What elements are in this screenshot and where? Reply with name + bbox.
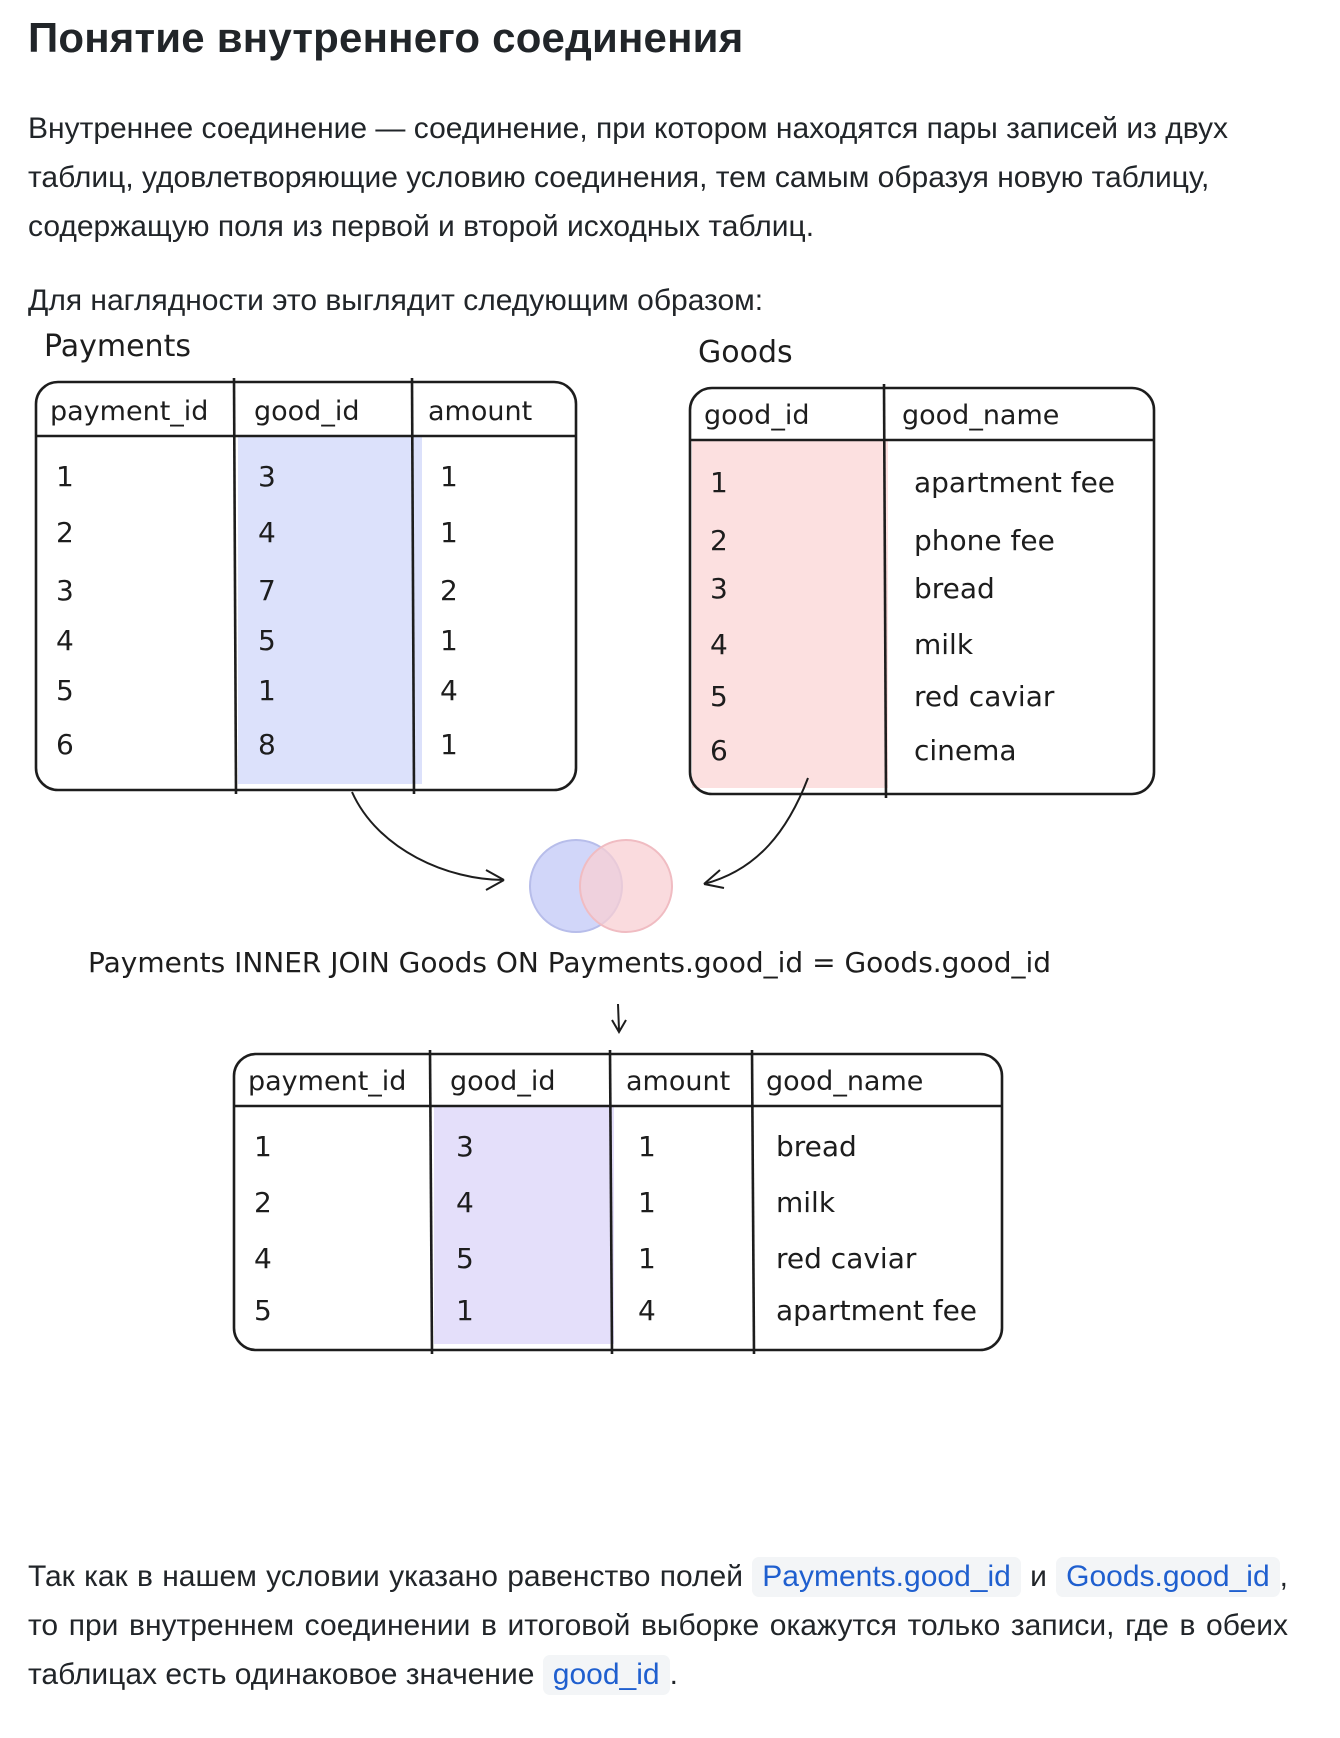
result-header-good-id: good_id xyxy=(450,1066,556,1097)
result-cell: 1 xyxy=(254,1130,272,1163)
result-column-divider xyxy=(752,1050,754,1354)
payments-cell: 4 xyxy=(56,624,74,657)
goods-cell: apartment fee xyxy=(914,466,1116,499)
payments-cell: 3 xyxy=(258,460,276,493)
result-cell: milk xyxy=(776,1186,836,1219)
goods-cell: 1 xyxy=(710,466,728,499)
result-cell: 3 xyxy=(456,1130,474,1163)
outro-text-4: . xyxy=(669,1658,678,1691)
result-cell: bread xyxy=(776,1130,857,1163)
result-cell: 2 xyxy=(254,1186,272,1219)
result-cell: 1 xyxy=(456,1294,474,1327)
payments-cell: 2 xyxy=(56,516,74,549)
result-cell: 4 xyxy=(254,1242,272,1275)
code-good-id: good_id xyxy=(543,1655,670,1695)
result-table xyxy=(234,1050,1002,1354)
outro-text-3: , то при внутреннем соединении в итоговой выборке окажутся только записи, где в обеих таблицах есть одинаковое значение xyxy=(28,1560,1288,1691)
venn-right-circle xyxy=(580,840,672,932)
payments-table xyxy=(36,378,576,794)
code-payments-good-id: Payments.good_id xyxy=(752,1557,1021,1597)
goods-cell: cinema xyxy=(914,734,1017,767)
goods-table-label: Goods xyxy=(698,335,793,370)
payments-cell: 1 xyxy=(440,516,458,549)
outro-paragraph xyxy=(28,1552,1288,1699)
result-cell: 1 xyxy=(638,1186,656,1219)
result-cell: red caviar xyxy=(776,1242,917,1275)
goods-cell: 2 xyxy=(710,524,728,557)
payments-cell: 1 xyxy=(258,674,276,707)
arrow-down-icon xyxy=(612,1004,626,1032)
payments-table-label: Payments xyxy=(44,329,191,364)
goods-cell: 4 xyxy=(710,628,728,661)
join-expression: Payments INNER JOIN Goods ON Payments.good_id = Goods.good_id xyxy=(88,946,1052,979)
result-cell: 1 xyxy=(638,1130,656,1163)
payments-cell: 1 xyxy=(56,460,74,493)
payments-cell: 1 xyxy=(440,728,458,761)
result-cell: 5 xyxy=(254,1294,272,1327)
payments-cell: 3 xyxy=(56,574,74,607)
result-column-divider xyxy=(430,1050,432,1354)
payments-cell: 4 xyxy=(440,674,458,707)
payments-header-good-id: good_id xyxy=(254,396,360,427)
result-header-good-name: good_name xyxy=(766,1066,924,1097)
goods-cell: 3 xyxy=(710,572,728,605)
outro-text-1: Так как в нашем условии указано равенство полей xyxy=(28,1560,753,1593)
payments-cell: 1 xyxy=(440,624,458,657)
goods-cell: red caviar xyxy=(914,680,1055,713)
payments-cell: 7 xyxy=(258,574,276,607)
goods-table xyxy=(690,384,1154,798)
lead-paragraph: Для наглядности это выглядит следующим образом: xyxy=(28,284,764,317)
result-cell: 1 xyxy=(638,1242,656,1275)
page-title: Понятие внутреннего соединения xyxy=(28,14,744,61)
code-goods-good-id: Goods.good_id xyxy=(1056,1557,1280,1597)
payments-header-amount: amount xyxy=(428,396,533,427)
result-header-payment-id: payment_id xyxy=(248,1066,407,1097)
result-cell: 5 xyxy=(456,1242,474,1275)
arrow-from-payments xyxy=(352,792,504,880)
payments-column-divider xyxy=(234,378,236,794)
goods-cell: phone fee xyxy=(914,524,1055,557)
result-cell: 4 xyxy=(456,1186,474,1219)
goods-cell: milk xyxy=(914,628,974,661)
goods-cell: bread xyxy=(914,572,995,605)
payments-cell: 5 xyxy=(56,674,74,707)
result-header-amount: amount xyxy=(626,1066,731,1097)
payments-cell: 8 xyxy=(258,728,276,761)
outro-text-2: и xyxy=(1020,1560,1057,1593)
intro-paragraph: Внутреннее соединение — соединение, при котором находятся пары записей из двух таблиц, удовлетворяющие условию соединения, тем самым образуя новую таблицу, содержащую поля из первой и второй исходных таблиц. xyxy=(28,112,1228,243)
result-cell: apartment fee xyxy=(776,1294,978,1327)
result-cell: 4 xyxy=(638,1294,656,1327)
payments-cell: 4 xyxy=(258,516,276,549)
goods-header-good-id: good_id xyxy=(704,400,810,431)
goods-cell: 5 xyxy=(710,680,728,713)
payments-cell: 1 xyxy=(440,460,458,493)
payments-header-payment-id: payment_id xyxy=(50,396,209,427)
goods-cell: 6 xyxy=(710,734,728,767)
payments-cell: 2 xyxy=(440,574,458,607)
inner-join-diagram xyxy=(28,0,1308,1520)
payments-cell: 6 xyxy=(56,728,74,761)
payments-cell: 5 xyxy=(258,624,276,657)
goods-header-good-name: good_name xyxy=(902,400,1060,431)
